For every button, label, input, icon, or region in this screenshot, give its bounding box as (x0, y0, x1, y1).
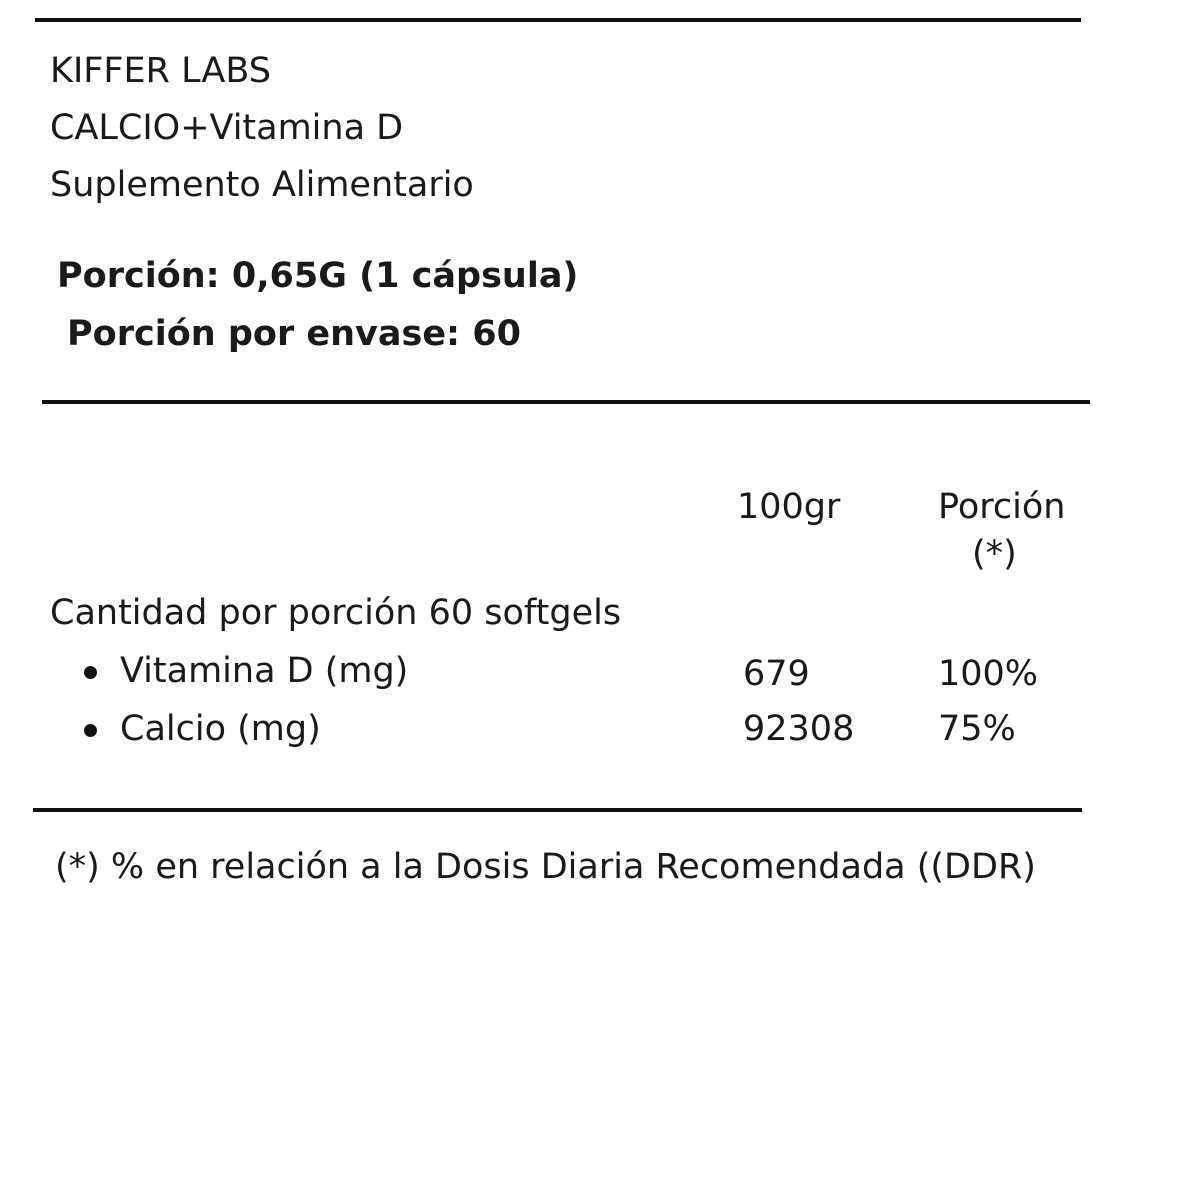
column-header-100gr: 100gr (737, 487, 841, 527)
nutrient-name: Vitamina D (mg) (120, 651, 409, 691)
divider-bottom (33, 808, 1082, 812)
divider-top (35, 18, 1081, 22)
nutrient-portion: 75% (938, 709, 1016, 749)
nutrient-per100: 92308 (743, 709, 855, 749)
bullet-icon (84, 666, 97, 679)
divider-middle (42, 400, 1090, 404)
product-category: Suplemento Alimentario (50, 165, 474, 205)
servings-per-container: Porción por envase: 60 (67, 314, 521, 354)
column-header-portion-note: (*) (972, 534, 1017, 574)
amount-per-serving-label: Cantidad por porción 60 softgels (50, 593, 622, 633)
brand-name: KIFFER LABS (50, 51, 271, 91)
product-name: CALCIO+Vitamina D (50, 108, 404, 148)
serving-size: Porción: 0,65G (1 cápsula) (57, 256, 579, 296)
column-header-portion: Porción (938, 487, 1066, 527)
bullet-icon (84, 724, 97, 737)
footnote: (*) % en relación a la Dosis Diaria Recomendada ((DDR) (55, 847, 1036, 887)
nutrient-per100: 679 (743, 654, 810, 694)
nutrient-portion: 100% (938, 654, 1039, 694)
nutrient-name: Calcio (mg) (120, 709, 321, 749)
